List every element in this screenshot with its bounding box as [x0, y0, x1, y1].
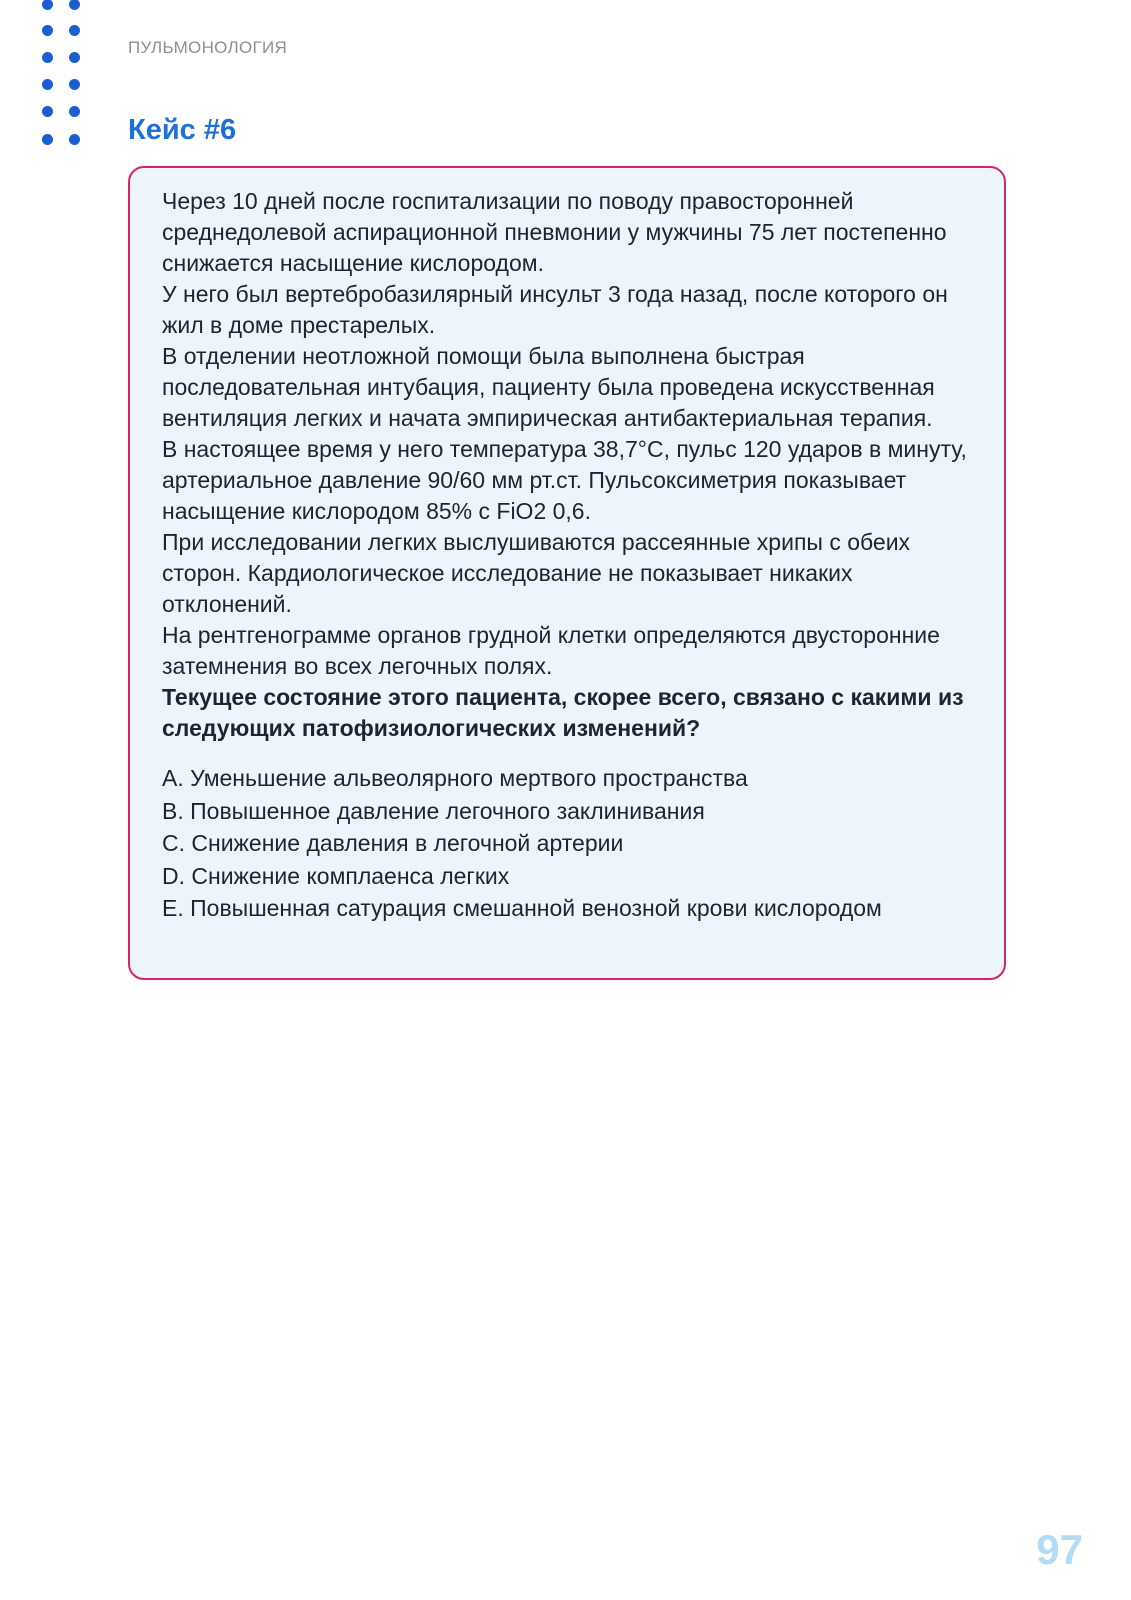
- decorative-dot: [69, 106, 80, 117]
- answer-option-d: D. Снижение комплаенса легких: [162, 862, 510, 889]
- decorative-dot: [69, 25, 80, 36]
- decorative-dot-grid: [0, 0, 100, 160]
- decorative-dot: [69, 134, 80, 145]
- decorative-dot: [42, 0, 53, 10]
- decorative-dot: [42, 106, 53, 117]
- answer-option-e: E. Повышенная сатурация смешанной венозной крови кислородом: [162, 895, 882, 921]
- case-box: [128, 166, 1006, 980]
- answer-option-b: B. Повышенное давление легочного заклинивания: [162, 797, 705, 824]
- case-question: Текущее состояние этого пациента, скорее всего, связано с какими из следующих патофизиологических изменений?: [162, 684, 964, 741]
- decorative-dot: [42, 134, 53, 145]
- decorative-dot: [42, 79, 53, 90]
- answer-option-a: A. Уменьшение альвеолярного мертвого пространства: [162, 765, 748, 791]
- case-title: Кейс #6: [128, 114, 237, 146]
- case-paragraph: На рентгенограмме органов грудной клетки определяются двусторонние затемнения во всех легочных полях.: [162, 622, 940, 679]
- decorative-dot: [69, 52, 80, 63]
- section-label: ПУЛЬМОНОЛОГИЯ: [128, 38, 288, 57]
- case-paragraph: При исследовании легких выслушиваются рассеянные хрипы с обеих сторон. Кардиологическое исследование не показывает никаких отклонений.: [162, 529, 911, 617]
- decorative-dot: [42, 52, 53, 63]
- case-paragraph: У него был вертебробазилярный инсульт 3 года назад, после которого он жил в доме престарелых.: [162, 281, 948, 338]
- answer-option-c: C. Снижение давления в легочной артерии: [162, 830, 624, 856]
- case-paragraph: В отделении неотложной помощи была выполнена быстрая последовательная интубация, пациенту была проведена искусственная вентиляция легких и начата эмпирическая антибактериальная терапия.: [162, 343, 935, 431]
- case-paragraph: Через 10 дней после госпитализации по поводу правосторонней среднедолевой аспирационной пневмонии у мужчины 75 лет постепенно снижается насыщение кислородом.: [162, 188, 947, 276]
- case-paragraph: В настоящее время у него температура 38,7°C, пульс 120 ударов в минуту, артериальное давление 90/60 мм рт.ст. Пульсоксиметрия показывает насыщение кислородом 85% с FiO2 0,6.: [162, 436, 967, 524]
- decorative-dot: [42, 25, 53, 36]
- answer-options: [162, 762, 980, 925]
- decorative-dot: [69, 79, 80, 90]
- decorative-dot: [69, 0, 80, 10]
- page-number: 97: [1036, 1526, 1083, 1573]
